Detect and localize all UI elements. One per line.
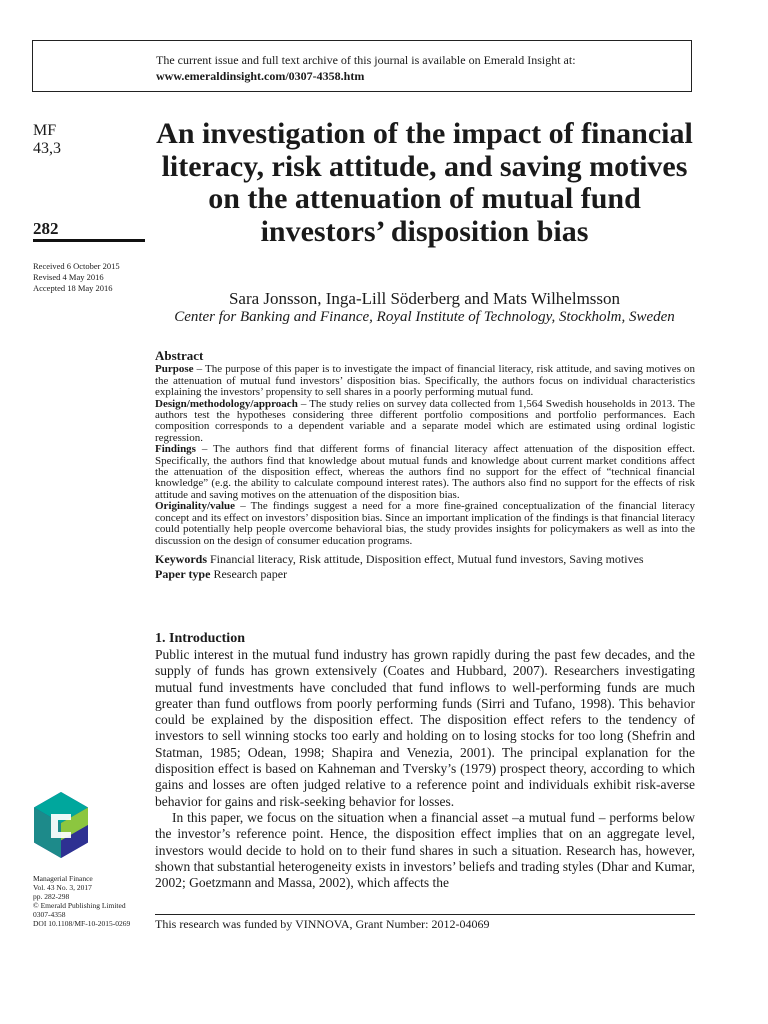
notice-text: The current issue and full text archive of this journal is available on Emerald Insight at: bbox=[156, 53, 576, 67]
findings-text: – The authors find that different forms of financial literacy affect attenuation of the disposition effect. Specifically, the authors find that knowledge about mutual funds and knowledge about current market conditions affect the attenuation of the disposition effect, whereas the authors find no support for the effect of “technical financial knowledge” (e.g. the ability to calculate compound interest rates). The authors also find no support for the effects of risk attitude and saving motives on the attenuation of the disposition bias. bbox=[155, 443, 695, 501]
footnote-divider bbox=[155, 914, 695, 915]
volume-issue: 43,3 bbox=[33, 140, 61, 157]
issn: 0307-4358 bbox=[33, 910, 66, 919]
accepted-date: Accepted 18 May 2016 bbox=[33, 283, 113, 293]
design-label: Design/methodology/approach bbox=[155, 397, 298, 410]
section-heading: 1. Introduction bbox=[155, 631, 245, 646]
originality-label: Originality/value bbox=[155, 500, 236, 513]
history-dates bbox=[33, 261, 120, 294]
journal-url-link[interactable]: www.emeraldinsight.com/0307-4358.htm bbox=[156, 69, 365, 83]
intro-paragraph-1: Public interest in the mutual fund industry has grown rapidly during the past few decades, and the supply of funds has grown extensively (Coates and Hubbard, 2007). Researchers investigating mutual fund investments have concluded that fund inflows to well-performing funds are much greater than fund outflows from poorly performing funds (Sirri and Tufano, 1998). This behavior could be explained by the disposition effect. The disposition effect refers to the tendency of investors to sell winning stocks too early and holding on to losing stocks for too long (Shefrin and Statman, 1985; Odean, 1998; Shapira and Venezia, 2001). The principal explanation for the disposition effect is based on Kahneman and Tversky’s (1979) prospect theory, according to which gains and losses are often judged relative to a reference point and individuals exhibit risk-averse behavior for gains and risk-seeking behavior for losses. bbox=[155, 647, 695, 809]
intro-paragraph-2: In this paper, we focus on the situation when a financial asset –a mutual fund – performs below the investor’s reference point. Hence, the disposition effect implies that on an aggregate level, investors would decide to hold on to their fund shares in such a situation. Research has, however, shown that substantial heterogeneity exists in investors’ beliefs and trading styles (Dhar and Kumar, 2002; Goetzmann and Massa, 2002), which affects the bbox=[155, 809, 695, 891]
design-text: – The study relies on survey data collected from 1,564 Swedish households in 2013. The authors test the hypotheses considering three different portfolio compositions and portfolio performances. Each composition corresponds to a dependent variable and a separate model which are estimated using ordinal logistic regression. bbox=[155, 397, 695, 444]
emerald-logo-icon bbox=[31, 792, 91, 858]
keywords bbox=[155, 552, 695, 582]
journal-abbr: MF bbox=[33, 122, 57, 139]
publication-info bbox=[33, 874, 130, 928]
paper-type-text: Research paper bbox=[210, 566, 288, 581]
abstract-design bbox=[155, 399, 695, 445]
findings-label: Findings bbox=[155, 443, 196, 456]
purpose-text: – The purpose of this paper is to investigate the impact of financial literacy, risk attitude, and saving motives on the attenuation of mutual fund investors’ disposition bias. Specifically, the authors focus on individual characteristics explaining the investors’ propensity to sell shares in a poorly performing mutual fund. bbox=[155, 363, 695, 399]
affiliation: Center for Banking and Finance, Royal Institute of Technology, Stockholm, Sweden bbox=[174, 309, 675, 325]
paper-type-label: Paper type bbox=[155, 566, 211, 581]
received-date: Received 6 October 2015 bbox=[33, 261, 120, 271]
abstract-heading: Abstract bbox=[155, 348, 204, 363]
doi: DOI 10.1108/MF-10-2015-0269 bbox=[33, 919, 131, 928]
originality-text: – The findings suggest a need for a more fine-grained conceptualization of the financial literacy concept and its effect on investors’ disposition bias. Since an important implication of the findings is that financial literacy could potentially help people overcome behavioral bias, the study provides insights for policymakers as well as into the discussion on the design of consumer education programs. bbox=[155, 500, 695, 547]
copyright: © Emerald Publishing Limited bbox=[33, 901, 126, 910]
journal-notice-box bbox=[32, 40, 692, 92]
abstract-originality bbox=[155, 501, 695, 547]
abstract-section bbox=[155, 350, 695, 582]
journal-name: Managerial Finance bbox=[33, 874, 93, 883]
purpose-label: Purpose bbox=[155, 363, 194, 376]
page-range: pp. 282-298 bbox=[33, 892, 70, 901]
abstract-findings bbox=[155, 444, 695, 501]
side-divider bbox=[33, 239, 145, 242]
keywords-label: Keywords bbox=[155, 551, 207, 566]
authors: Sara Jonsson, Inga-Lill Söderberg and Mats Wilhelmsson bbox=[228, 289, 621, 308]
introduction-section bbox=[155, 631, 695, 891]
revised-date: Revised 4 May 2016 bbox=[33, 272, 104, 282]
funding-footnote: This research was funded by VINNOVA, Grant Number: 2012-04069 bbox=[155, 917, 490, 931]
page-number: 282 bbox=[33, 219, 59, 238]
journal-volume bbox=[33, 122, 61, 158]
keywords-text: Financial literacy, Risk attitude, Disposition effect, Mutual fund investors, Saving motives bbox=[207, 551, 644, 566]
journal-issue: Vol. 43 No. 3, 2017 bbox=[33, 883, 92, 892]
abstract-purpose bbox=[155, 364, 695, 398]
article-title: An investigation of the impact of financial literacy, risk attitude, and saving motives on the attenuation of mutual fund investors’ disposition bias bbox=[156, 117, 693, 248]
